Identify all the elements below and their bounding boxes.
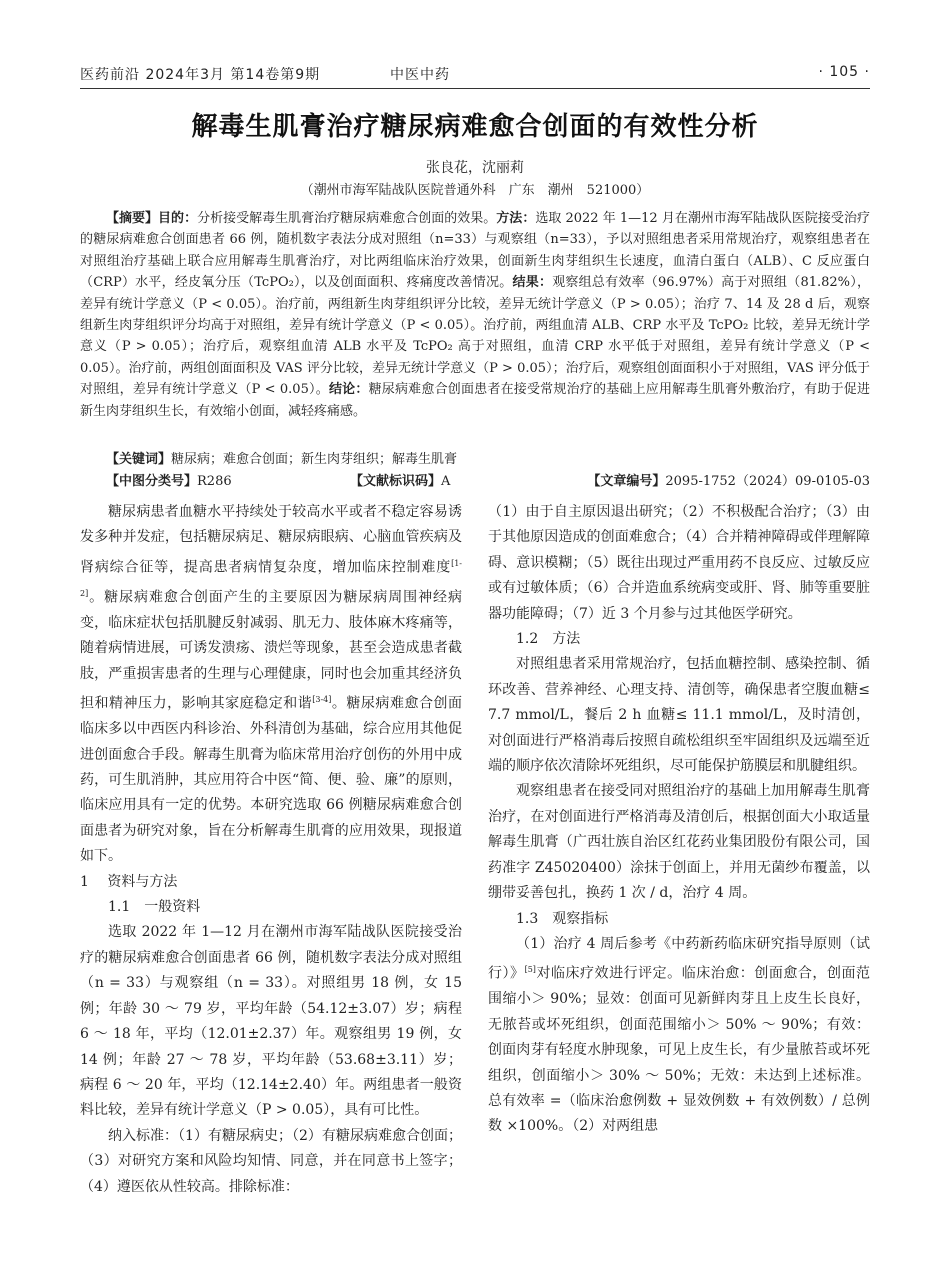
observation-method-paragraph: 观察组患者在接受同对照组治疗的基础上加用解毒生肌膏治疗，在对创面进行严格消毒及清创后，根据创面大小取适量解毒生肌膏（广西壮族自治区红花药业集团股份有限公司，国药准字 Z45020400）涂抹于创面上，并用无菌纱布覆盖，以绷带妥善包扎，换药 1 次 / d，治疗 4 周。 [488, 783, 870, 902]
method-text: 选取 2022 年 1—12 月在潮州市海军陆战队医院接受治疗的糖尿病难愈合创面患者 66 例，随机数字表法分成对照组（n=33）与观察组（n=33），予以对照组患者采用常规治疗，观察组患者在对照组治疗基础上联合应用解毒生肌膏治疗，对比两组临床治疗效果，创面新生肉芽组织生长速度，血清白蛋白（ALB）、C 反应蛋白（CRP）水平，经皮氧分压（TcPO₂），以及创面面积、疼痛度改善情况。 [80, 211, 870, 291]
abstract-label: 【摘要】 [106, 211, 159, 226]
citation-ref: [5] [524, 965, 536, 975]
subsection-heading: 1.3 观察指标 [516, 910, 609, 927]
journal-info: 医药前沿 2024年3月 第14卷第9期 [80, 67, 321, 83]
section-name: 中医中药 [390, 67, 450, 83]
right-column [488, 500, 870, 1140]
exclusion-paragraph: （1）由于自主原因退出研究；（2）不积极配合治疗；（3）由于其他原因造成的创面难愈合；（4）合并精神障碍或伴理解障碍、意识模糊；（5）既往出现过严重用药不良反应、过敏反应或有过敏体质；（6）合并造血系统病变或肝、肾、肺等重要脏器功能障碍；（7）近 3 个月参与过其他医学研究。 [488, 504, 870, 622]
article-label: 【文章编号】 [587, 474, 666, 489]
abstract [80, 208, 870, 422]
subsection-heading: 1.2 方法 [516, 631, 581, 648]
subsection-heading: 1.1 一般资料 [108, 899, 201, 916]
left-column [80, 500, 462, 1200]
citation-ref: [3-4] [312, 695, 332, 705]
doc-code [350, 470, 450, 489]
conclusion-label: 结论： [328, 382, 369, 398]
method-label: 方法： [496, 211, 536, 226]
article-number [587, 470, 870, 489]
article-title: 解毒生肌膏治疗糖尿病难愈合创面的有效性分析 [191, 112, 759, 142]
header-rule [80, 88, 870, 89]
objective-label: 目的： [158, 211, 198, 226]
intro-paragraph [80, 500, 462, 870]
keywords-text: 糖尿病；难愈合创面；新生肉芽组织；解毒生肌膏 [171, 452, 458, 467]
doc-value: A [441, 474, 451, 489]
citation-ref: [1-2] [80, 558, 462, 598]
clc-label: 【中图分类号】 [106, 474, 198, 489]
objective-text: 分析接受解毒生肌膏治疗糖尿病难愈合创面的效果。 [197, 211, 497, 226]
general-data-paragraph: 选取 2022 年 1—12 月在潮州市海军陆战队医院接受治疗的糖尿病难愈合创面患者 66 例，随机数字表法分成对照组（n = 33）与观察组（n = 33）。对照组男 18 例，女 15 例；年龄 30 ～ 79 岁，平均年龄（54.12±3.07）岁；病程 6 ～ 18 年，平均（12.01±2.37）年。观察组男 19 例，女 14 例；年龄 27 ～ 78 岁，平均年龄（53.68±3.11）岁；病程 6 ～ 20 年，平均（12.14±2.40）年。两组患者一般资料比较，差异有统计学意义（P > 0.05），具有可比性。 [80, 924, 462, 1119]
intro-text-1: 糖尿病患者血糖水平持续处于较高水平或者不稳定容易诱发多种并发症，包括糖尿病足、糖尿病眼病、心脑血管疾病及肾病综合征等，提高患者病情复杂度，增加临床控制难度 [80, 504, 462, 576]
keywords [106, 448, 457, 467]
article-value: 2095-1752（2024）09-0105-03 [665, 474, 870, 489]
authors: 张良花，沈丽莉 [426, 160, 524, 176]
doc-label: 【文献标识码】 [350, 474, 442, 489]
clc-value: R286 [197, 474, 232, 489]
classification-line [106, 470, 870, 490]
inclusion-paragraph: 纳入标准：（1）有糖尿病史；（2）有糖尿病难愈合创面；（3）对研究方案和风险均知情、同意，并在同意书上签字；（4）遵医依从性较高。排除标准： [80, 1127, 462, 1195]
intro-text-2: 。糖尿病难愈合创面产生的主要原因为糖尿病周围神经病变，临床症状包括肌腱反射减弱、肌无力、肢体麻木疼痛等，随着病情进展，可诱发溃疡、溃烂等现象，甚至会造成患者截肢，严重损害患者的生理与心理健康，同时也会加重其经济负担和精神压力，影响其家庭稳定和谐 [80, 589, 462, 712]
section-heading: 1 资料与方法 [80, 873, 178, 890]
keywords-label: 【关键词】 [106, 452, 172, 467]
control-method-paragraph: 对照组患者采用常规治疗，包括血糖控制、感染控制、循环改善、营养神经、心理支持、清创等，确保患者空腹血糖≤ 7.7 mmol/L，餐后 2 h 血糖≤ 11.1 mmol/L，及时清创，对创面进行严格消毒后按照自疏松组织至牢固组织及远端至近端的顺序依次清除坏死组织，尽可能保护筋膜层和肌腱组织。 [488, 656, 870, 775]
affiliation: （潮州市海军陆战队医院普通外科 广东 潮州 521000） [300, 183, 650, 198]
indicator-text-2: 对临床疗效进行评定。临床治愈：创面愈合，创面范围缩小＞ 90%；显效：创面可见新鲜肉芽且上皮生长良好，无脓苔或坏死组织，创面范围缩小＞ 50% ～ 90%；有效：创面肉芽有轻度水肿现象，可见上皮生长，有少量脓苔或坏死组织，创面缩小＞ 30% ～ 50%；无效：未达到上述标准。总有效率 =（临床治愈例数 + 显效例数 + 有效例数）/ 总例数 ×100%。（2）对两组患 [488, 965, 871, 1135]
conclusion-text: 糖尿病难愈合创面患者在接受常规治疗的基础上应用解毒生肌膏外敷治疗，有助于促进新生肉芽组织生长，有效缩小创面，减轻疼痛感。 [80, 382, 870, 419]
result-label: 结果： [512, 275, 553, 291]
result-text: 观察组总有效率（96.97%）高于对照组（81.82%），差异有统计学意义（P < 0.05）。治疗前，两组新生肉芽组织评分比较，差异无统计学意义（P > 0.05）；治疗 7、14 及 28 d 后，观察组新生肉芽组织评分均高于对照组，差异有统计学意义（P < 0.05）。治疗前，两组血清 ALB、CRP 水平及 TcPO₂ 比较，差异无统计学意义（P > 0.05）；治疗后，观察组血清 ALB 水平及 TcPO₂ 高于对照组，血清 CRP 水平低于对照组，差异有统计学意义（P < 0.05）。治疗前，两组创面面积及 VAS 评分比较，差异无统计学意义（P > 0.05）；治疗后，观察组创面面积小于对照组，VAS 评分低于对照组，差异有统计学意义（P < 0.05）。 [80, 275, 870, 398]
page-number: · 105 · [818, 64, 870, 80]
clc-code [106, 470, 232, 489]
intro-text-3: 。糖尿病难愈合创面临床多以中西医内科诊治、外科清创为基础，综合应用其他促进创面愈合手段。解毒生肌膏为临床常用治疗创伤的外用中成药，可生肌消肿，其应用符合中医“简、便、验、廉”的原则，临床应用具有一定的优势。本研究选取 66 例糖尿病难愈合创面患者为研究对象，旨在分析解毒生肌膏的应用效果，现报道如下。 [80, 695, 463, 865]
indicator-paragraph [488, 932, 870, 1140]
indicator-text-1: （1）治疗 4 周后参考《中药新药临床研究指导原则（试行）》 [488, 935, 870, 982]
running-header [80, 64, 870, 86]
